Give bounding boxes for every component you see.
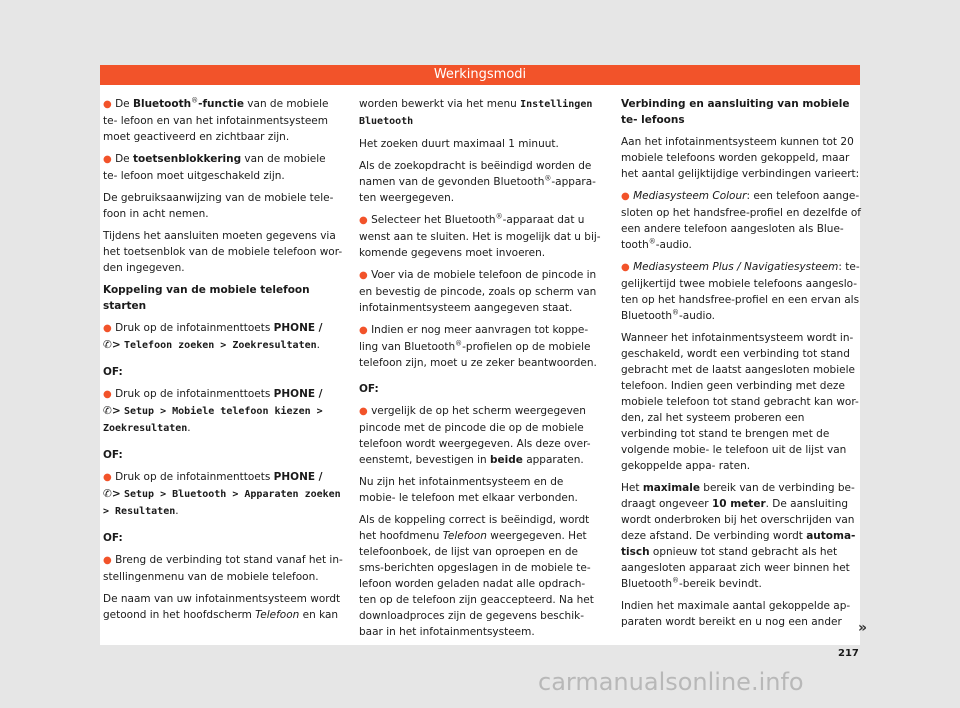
subheading: Koppeling van de mobiele telefoon starten [103, 284, 310, 312]
bullet-dot-icon: ● [103, 389, 112, 400]
bullet-dot-icon: ● [359, 215, 368, 226]
column-1 [103, 96, 343, 629]
subheading: Verbinding en aansluiting van mobiele te- lefoons [621, 98, 850, 126]
paragraph: Als de koppeling correct is beëindigd, wordt het hoofdmenu Telefoon weergegeven. Het telefoonboek, de lijst van oproepen en de sms-berichten opgeslagen in de mobiele te- lefoon worden geladen nadat alle opdrach- ten op de telefoon zijn geaccepteerd. Na het downloadproces zijn de gegevens beschik- baar in het infotainmentsysteem. [359, 514, 594, 638]
paragraph: Als de zoekopdracht is beëindigd worden de namen van de gevonden Bluetooth®-appara- ten weergegeven. [359, 160, 596, 204]
step: ● Druk op de infotainmenttoets PHONE / ✆> Telefoon zoeken > Zoekresultaten. [103, 322, 323, 351]
step: ● vergelijk de op het scherm weergegeven pincode met de pincode die op de mobiele telefoon wordt weergegeven. Als deze over- eenstemt, bevestigen in beide apparaten. [359, 405, 591, 466]
paragraph: ● De Bluetooth®-functie van de mobiele te- lefoon en van het infotainmentsysteem moet geactiveerd en zichtbaar zijn. [103, 96, 329, 143]
paragraph: Indien het maximale aantal gekoppelde ap- paraten wordt bereikt en u nog een ander [621, 600, 851, 628]
paragraph: worden bewerkt via het menu Instellingen Bluetooth [359, 98, 593, 127]
list-item: ● Mediasysteem Plus / Navigatiesysteem: te- gelijkertijd twee mobiele telefoons aangeslo- ten op het handsfree-profiel en een ervan als Bluetooth®-audio. [621, 261, 860, 322]
or-label: OF: [103, 449, 123, 461]
paragraph: ● De toetsenblokkering van de mobiele te- lefoon moet uitgeschakeld zijn. [103, 153, 326, 182]
paragraph: De naam van uw infotainmentsysteem wordt getoond in het hoofdscherm Telefoon en kan [103, 593, 341, 621]
phone-handset-icon: ✆ [103, 488, 112, 500]
step: ● Indien er nog meer aanvragen tot koppe- ling van Bluetooth®-profielen op de mobiele telefoon zijn, moet u ze zeker beantwoorden. [359, 324, 597, 369]
bullet-dot-icon: ● [103, 555, 112, 566]
paragraph: Het maximale bereik van de verbinding be- draagt ongeveer 10 meter. De aansluiting wordt onderbroken bij het overschrijden van deze afstand. De verbinding wordt automa- tisch opnieuw tot stand gebracht als het aangesloten apparaat zich weer binnen het Bluetooth®-bereik bevindt. [621, 482, 856, 590]
bullet-dot-icon: ● [621, 191, 630, 202]
list-item: ● Mediasysteem Colour: een telefoon aange- sloten op het handsfree-profiel en dezelfde of een andere telefoon aangesloten als Blue- tooth®-audio. [621, 190, 861, 251]
bullet-dot-icon: ● [359, 325, 368, 336]
paragraph: Het zoeken duurt maximaal 1 minuut. [359, 138, 559, 150]
bullet-dot-icon: ● [359, 406, 368, 417]
column-2 [359, 96, 603, 646]
step: ● Voer via de mobiele telefoon de pincode in en bevestig de pincode, zoals op scherm van infotainmentsysteem aangegeven staat. [359, 269, 597, 314]
paragraph: Wanneer het infotainmentsysteem wordt in- geschakeld, wordt een verbinding tot stand gebracht met de laatst aangesloten mobiele telefoon. Indien geen verbinding met deze mobiele telefoon tot stand gebracht kan wor- den, zal het systeem proberen een verbinding tot stand te brengen met de volgende mobie- le telefoon uit de lijst van gekoppelde appa- raten. [621, 332, 859, 472]
bullet-dot-icon: ● [103, 472, 112, 483]
column-3 [621, 96, 861, 636]
bullet-dot-icon: ● [359, 270, 368, 281]
or-label: OF: [103, 532, 123, 544]
paragraph: Tijdens het aansluiten moeten gegevens via het toetsenblok van de mobiele telefoon wor- den ingegeven. [103, 230, 343, 274]
watermark: carmanualsonline.info [538, 668, 804, 696]
phone-handset-icon: ✆ [103, 339, 112, 351]
bullet-dot-icon: ● [103, 154, 112, 165]
continue-arrow-icon: » [858, 620, 868, 636]
bullet-dot-icon: ● [103, 323, 112, 334]
bullet-dot-icon: ● [103, 99, 112, 110]
step: ● Selecteer het Bluetooth®-apparaat dat u wenst aan te sluiten. Het is mogelijk dat u bij- komende gegevens moet invoeren. [359, 212, 601, 259]
phone-handset-icon: ✆ [103, 405, 112, 417]
or-label: OF: [103, 366, 123, 378]
bullet-dot-icon: ● [621, 262, 630, 273]
section-header: Werkingsmodi [100, 65, 860, 85]
step: ● Breng de verbinding tot stand vanaf het in- stellingenmenu van de mobiele telefoon. [103, 554, 343, 583]
paragraph: Nu zijn het infotainmentsysteem en de mobie- le telefoon met elkaar verbonden. [359, 476, 578, 504]
paragraph: Aan het infotainmentsysteem kunnen tot 20 mobiele telefoons worden gekoppeld, maar het aantal gelijktijdige verbindingen varieert: [621, 136, 860, 180]
step: ● Druk op de infotainmenttoets PHONE / ✆> Setup > Mobiele telefoon kiezen > Zoekresultaten. [103, 388, 323, 434]
or-label: OF: [359, 383, 379, 395]
paragraph: De gebruiksaanwijzing van de mobiele tele- foon in acht nemen. [103, 192, 334, 220]
step: ● Druk op de infotainmenttoets PHONE / ✆> Setup > Bluetooth > Apparaten zoeken > Resultaten. [103, 471, 341, 517]
page-number: 217 [838, 648, 859, 659]
